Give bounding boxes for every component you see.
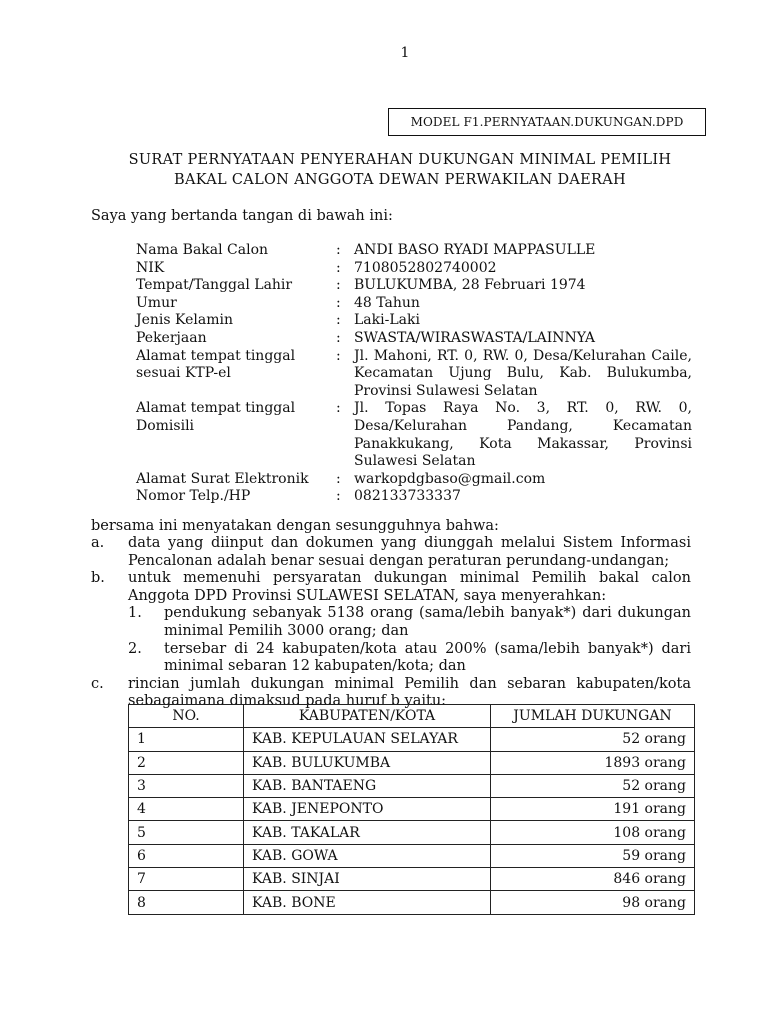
table-row: [129, 798, 695, 821]
cell-jumlah: 846 orang: [491, 868, 695, 891]
statement-list: [91, 535, 691, 711]
list-marker: c.: [91, 675, 104, 692]
header-kabupaten: KABUPATEN/KOTA: [244, 705, 491, 728]
sub-text: pendukung sebanyak 5138 orang (sama/lebih banyak*) dari dukungan minimal Pemilih 3000 orang; dan: [164, 605, 691, 639]
cell-jumlah: 108 orang: [491, 821, 695, 844]
identity-colon: :: [336, 242, 341, 258]
cell-no: 2: [129, 751, 244, 774]
identity-row-nik: [136, 260, 692, 278]
identity-label: Alamat Surat Elektronik: [136, 470, 309, 487]
identity-colon: :: [336, 294, 341, 311]
list-marker: b.: [91, 570, 105, 587]
identity-label: Pekerjaan: [136, 329, 207, 346]
cell-jumlah: 1893 orang: [491, 751, 695, 774]
identity-colon: :: [336, 470, 341, 487]
identity-label: NIK: [136, 259, 165, 276]
identity-row-age: [136, 295, 692, 313]
cell-no: 5: [129, 821, 244, 844]
cell-no: 1: [129, 728, 244, 751]
cell-no: 7: [129, 868, 244, 891]
cell-no: 4: [129, 798, 244, 821]
list-item-a: [91, 535, 691, 570]
identity-value: ANDI BASO RYADI MAPPASULLE: [354, 242, 596, 258]
table-row: [129, 774, 695, 797]
sub-marker: 2.: [128, 640, 142, 657]
identity-row-email: [136, 471, 692, 489]
identity-row-phone: [136, 488, 692, 506]
identity-label: Umur: [136, 294, 177, 311]
identity-value: Jl. Topas Raya No. 3, RT. 0, RW. 0, Desa/Kelurahan Pandang, Kecamatan Panakkukang, Kota Makassar, Provinsi Sulawesi Selatan: [354, 400, 692, 470]
identity-label: Tempat/Tanggal Lahir: [136, 277, 293, 294]
table-row: [129, 868, 695, 891]
identity-section: [136, 242, 692, 506]
cell-jumlah: 52 orang: [491, 774, 695, 797]
identity-label: Alamat tempat tinggal sesuai KTP-el: [136, 347, 296, 382]
identity-label: Jenis Kelamin: [136, 312, 233, 329]
identity-value: 48 Tahun: [354, 294, 420, 311]
table-row: [129, 891, 695, 914]
identity-value: SWASTA/WIRASWASTA/LAINNYA: [354, 329, 596, 346]
identity-row-domicile-address: [136, 400, 692, 470]
identity-colon: :: [336, 312, 341, 329]
cell-jumlah: 52 orang: [491, 728, 695, 751]
cell-no: 8: [129, 891, 244, 914]
intro-text: Saya yang bertanda tangan di bawah ini:: [91, 208, 393, 224]
table-header-row: [129, 705, 695, 728]
identity-colon: :: [336, 488, 341, 505]
cell-no: 6: [129, 844, 244, 867]
model-label-box: MODEL F1.PERNYATAAN.DUKUNGAN.DPD: [388, 108, 706, 136]
title-line-2: BAKAL CALON ANGGOTA DEWAN PERWAKILAN DAERAH: [174, 172, 626, 188]
cell-kabupaten: KAB. JENEPONTO: [244, 798, 491, 821]
header-no: NO.: [129, 705, 244, 728]
identity-value: Jl. Mahoni, RT. 0, RW. 0, Desa/Kelurahan Caile, Kecamatan Ujung Bulu, Kab. Bulukumba, Provinsi Sulawesi Selatan: [354, 347, 692, 399]
list-text: rincian jumlah dukungan minimal Pemilih dan sebaran kabupaten/kota sebagaimana dimaksud pada huruf b yaitu:: [128, 675, 691, 710]
identity-colon: :: [336, 329, 341, 346]
identity-colon: :: [336, 347, 341, 364]
cell-no: 3: [129, 774, 244, 797]
table-row: [129, 728, 695, 751]
list-marker: a.: [91, 535, 105, 551]
identity-label: Alamat tempat tinggal Domisili: [136, 400, 296, 434]
page-number: 1: [400, 45, 410, 61]
identity-value: BULUKUMBA, 28 Februari 1974: [354, 277, 586, 294]
cell-kabupaten: KAB. TAKALAR: [244, 821, 491, 844]
support-table: [128, 704, 695, 915]
identity-value: warkopdgbaso@gmail.com: [354, 470, 546, 487]
identity-label: Nama Bakal Calon: [136, 242, 269, 258]
identity-colon: :: [336, 259, 341, 276]
cell-kabupaten: KAB. SINJAI: [244, 868, 491, 891]
sub-text: tersebar di 24 kabupaten/kota atau 200% (sama/lebih banyak*) dari minimal sebaran 12 kabupaten/kota; dan: [164, 640, 691, 675]
document-title: [0, 150, 768, 190]
cell-jumlah: 59 orang: [491, 844, 695, 867]
cell-kabupaten: KAB. GOWA: [244, 844, 491, 867]
table-row: [129, 821, 695, 844]
identity-label: Nomor Telp./HP: [136, 488, 251, 505]
cell-kabupaten: KAB. KEPULAUAN SELAYAR: [244, 728, 491, 751]
statement-text: bersama ini menyatakan dengan sesungguhnya bahwa:: [91, 518, 499, 534]
sub-marker: 1.: [128, 605, 142, 622]
identity-colon: :: [336, 400, 341, 417]
sub-item-1: [128, 605, 691, 640]
identity-row-birth: [136, 277, 692, 295]
identity-row-gender: [136, 312, 692, 330]
list-text: untuk memenuhi persyaratan dukungan minimal Pemilih bakal calon Anggota DPD Provinsi SULAWESI SELATAN, saya menyerahkan:: [128, 570, 691, 604]
cell-kabupaten: KAB. BANTAENG: [244, 774, 491, 797]
identity-colon: :: [336, 277, 341, 294]
identity-value: 7108052802740002: [354, 259, 497, 276]
cell-kabupaten: KAB. BULUKUMBA: [244, 751, 491, 774]
identity-value: Laki-Laki: [354, 312, 420, 329]
cell-kabupaten: KAB. BONE: [244, 891, 491, 914]
list-item-b: [91, 570, 691, 605]
title-line-1: SURAT PERNYATAAN PENYERAHAN DUKUNGAN MINIMAL PEMILIH: [128, 152, 672, 168]
table-row: [129, 751, 695, 774]
table-row: [129, 844, 695, 867]
identity-row-ktp-address: [136, 348, 692, 401]
identity-value: 082133733337: [354, 488, 461, 505]
cell-jumlah: 98 orang: [491, 891, 695, 914]
cell-jumlah: 191 orang: [491, 798, 695, 821]
header-jumlah: JUMLAH DUKUNGAN: [491, 705, 695, 728]
identity-row-name: [136, 242, 692, 260]
identity-row-occupation: [136, 330, 692, 348]
list-text: data yang diinput dan dokumen yang diunggah melalui Sistem Informasi Pencalonan adalah benar sesuai dengan peraturan perundang-undangan;: [128, 535, 691, 569]
sub-item-2: [128, 641, 691, 676]
